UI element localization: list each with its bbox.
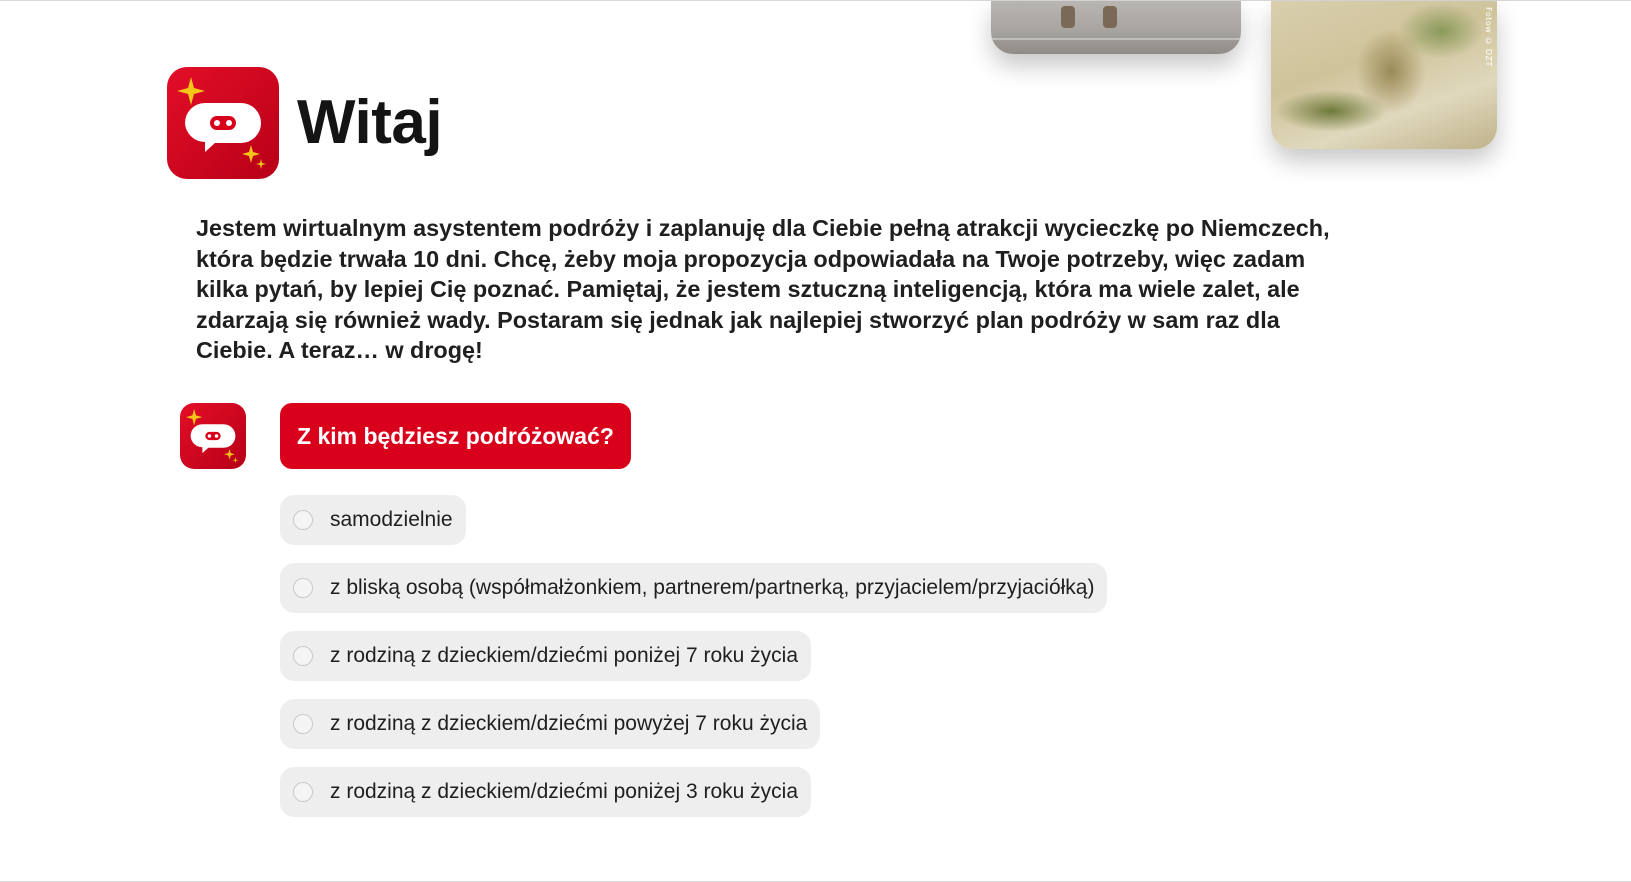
option-label: z rodziną z dzieckiem/dziećmi poniżej 3 roku życia bbox=[330, 780, 799, 803]
feet-shape bbox=[1061, 6, 1075, 28]
option-label: samodzielnie bbox=[330, 508, 453, 531]
option-alone[interactable] bbox=[280, 495, 466, 545]
radio-empty-icon[interactable] bbox=[293, 782, 313, 802]
intro-text: Jestem wirtualnym asystentem podróży i zaplanuję dla Ciebie pełną atrakcji wycieczkę po Niemczech, która będzie trwała 10 dni. Chcę, żeby moja propozycja odpowiadała na Twoje potrzeby, więc zadam kilka pytań, by lepiej Cię poznać. Pamiętaj, że jestem sztuczną inteligencją, która ma wiele zalet, ale zdarzają się również wady. Postaram się jednak jak najlepiej stworzyć plan podróży w sam raz dla Ciebie. A teraz… w drogę! bbox=[196, 215, 1330, 363]
radio-empty-icon[interactable] bbox=[293, 714, 313, 734]
option-label: z rodziną z dzieckiem/dziećmi powyżej 7 roku życia bbox=[330, 712, 808, 735]
option-label: z rodziną z dzieckiem/dziećmi poniżej 7 roku życia bbox=[330, 644, 799, 667]
option-family-under-7[interactable] bbox=[280, 631, 811, 681]
radio-empty-icon[interactable] bbox=[293, 646, 313, 666]
option-label: z bliską osobą (współmałżonkiem, partnerem/partnerką, przyjacielem/przyjaciółką) bbox=[330, 576, 1095, 599]
radio-empty-icon[interactable] bbox=[293, 510, 313, 530]
travel-photo-walking bbox=[991, 1, 1241, 54]
question-label: Z kim będziesz podróżować? bbox=[297, 422, 614, 449]
travel-photo-dunes bbox=[1271, 1, 1497, 149]
option-family-under-3[interactable] bbox=[280, 767, 811, 817]
photo-credit: Fotow © DZT bbox=[1484, 7, 1493, 67]
option-family-over-7[interactable] bbox=[280, 699, 820, 749]
option-close-person[interactable] bbox=[280, 563, 1107, 613]
radio-empty-icon[interactable] bbox=[293, 578, 313, 598]
question-bubble bbox=[280, 403, 631, 469]
robot-chat-icon bbox=[167, 67, 279, 179]
page-title: Witaj bbox=[297, 88, 443, 157]
answer-options bbox=[280, 495, 1107, 835]
feet-shape bbox=[1103, 6, 1117, 28]
robot-chat-icon bbox=[180, 403, 246, 469]
